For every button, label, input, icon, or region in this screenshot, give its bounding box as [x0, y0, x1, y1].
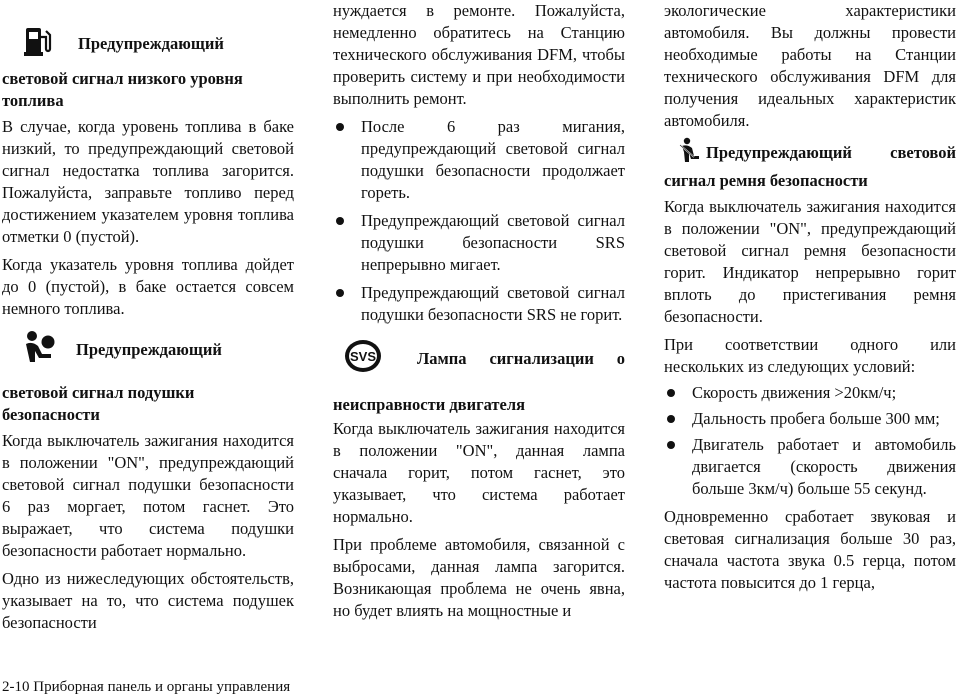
engine-heading-1: Лампа сигнализации о	[417, 349, 625, 368]
seatbelt-paragraph-3: Одновременно сработает звуковая и световая сигнализация больше 30 раз, сначала частота звука 0.5 герца, потом частота повысится до 1 герца,	[664, 507, 956, 592]
list-item	[664, 408, 956, 430]
list-item-text: Скорость движения >20км/ч;	[692, 383, 897, 402]
list-item-text: Двигатель работает и автомобиль двигается (скорость движения больше 3км/ч) больше 55 секунд.	[692, 435, 956, 498]
list-item-text: Предупреждающий световой сигнал подушки безопасности SRS не горит.	[361, 283, 625, 324]
bullet-icon	[664, 382, 692, 404]
fuel-heading-row	[2, 22, 294, 66]
seatbelt-heading-2: сигнал ремня безопасности	[664, 171, 868, 190]
airbag-paragraph-2: Одно из нижеследующих обстоятельств, указывает на то, что система подушек безопасности	[2, 569, 294, 632]
engine-heading-2: неисправности двигателя	[333, 395, 526, 414]
svs-engine-icon	[343, 338, 383, 380]
column-3	[664, 0, 956, 594]
engine-paragraph-1: Когда выключатель зажигания находится в положении "ON", данная лампа сначала горит, потом гаснет, это указывает, что система работает нормально.	[333, 419, 625, 526]
svg-text:SVS: SVS	[349, 349, 377, 364]
seatbelt-heading-row	[664, 138, 956, 168]
column-1	[2, 0, 294, 634]
airbag-heading-row	[2, 330, 294, 370]
list-item	[333, 210, 625, 276]
airbag-icon	[22, 330, 56, 370]
list-item	[664, 434, 956, 500]
list-item-text: Предупреждающий световой сигнал подушки безопасности SRS непрерывно мигает.	[361, 211, 625, 274]
bullet-icon	[333, 116, 361, 204]
page-footer: 2-10 Приборная панель и органы управления	[2, 679, 291, 695]
airbag-heading-1: Предупреждающий	[76, 340, 222, 359]
column-2	[333, 0, 625, 622]
seatbelt-heading-1: Предупреждающий световой	[706, 143, 956, 162]
list-item	[664, 382, 956, 404]
list-item	[333, 116, 625, 204]
bullet-icon	[664, 408, 692, 430]
bullet-icon	[333, 282, 361, 326]
bullet-icon	[333, 210, 361, 276]
airbag-heading-2: световой сигнал подушки безопасности	[2, 383, 195, 424]
airbag-condition-list	[333, 116, 625, 326]
seatbelt-paragraph-1: Когда выключатель зажигания находится в положении "ON", предупреждающий световой сигнал ремня безопасности горит. Индикатор непрерывно горит вплоть до пристегивания ремня безопасности.	[664, 197, 956, 326]
continuation-paragraph: нуждается в ремонте. Пожалуйста, немедленно обратитесь на Станцию технического обслуживания DFM, чтобы проверить систему и при необходимости выполнить ремонт.	[333, 1, 625, 108]
fuel-heading-2: световой сигнал низкого уровня топлива	[2, 69, 243, 110]
airbag-paragraph-1: Когда выключатель зажигания находится в положении "ON", предупреждающий световой сигнал подушки безопасности 6 раз моргает, потом гаснет. Это выражает, что система подушки безопасности работает нормально.	[2, 431, 294, 560]
continuation-paragraph: экологические характеристики автомобиля. Вы должны провести необходимые работы на Станции технического обслуживания DFM для получения идеальных характеристик автомобиля.	[664, 1, 956, 130]
list-item-text: После 6 раз мигания, предупреждающий световой сигнал подушки безопасности продолжает гореть.	[361, 117, 625, 202]
list-item	[333, 282, 625, 326]
seatbelt-condition-list	[664, 382, 956, 500]
bullet-icon	[664, 434, 692, 500]
fuel-heading-1: Предупреждающий	[78, 34, 224, 53]
list-item-text: Дальность пробега больше 300 мм;	[692, 409, 940, 428]
seatbelt-paragraph-2: При соответствии одного или нескольких из следующих условий:	[664, 335, 956, 376]
engine-paragraph-2: При проблеме автомобиля, связанной с выбросами, данная лампа загорится. Возникающая проблема не очень явна, но будет влиять на мощностные и	[333, 535, 625, 620]
fuel-pump-icon	[24, 25, 54, 63]
fuel-paragraph-2: Когда указатель уровня топлива дойдет до 0 (пустой), в баке остается совсем немного топлива.	[2, 255, 294, 318]
engine-heading-row	[333, 338, 625, 380]
fuel-paragraph-1: В случае, когда уровень топлива в баке низкий, то предупреждающий световой сигнал недостатка топлива загорится. Пожалуйста, заправьте топливо перед достижением указателем уровня топлива отметки 0 (пустой).	[2, 117, 294, 246]
seatbelt-icon	[676, 137, 700, 169]
